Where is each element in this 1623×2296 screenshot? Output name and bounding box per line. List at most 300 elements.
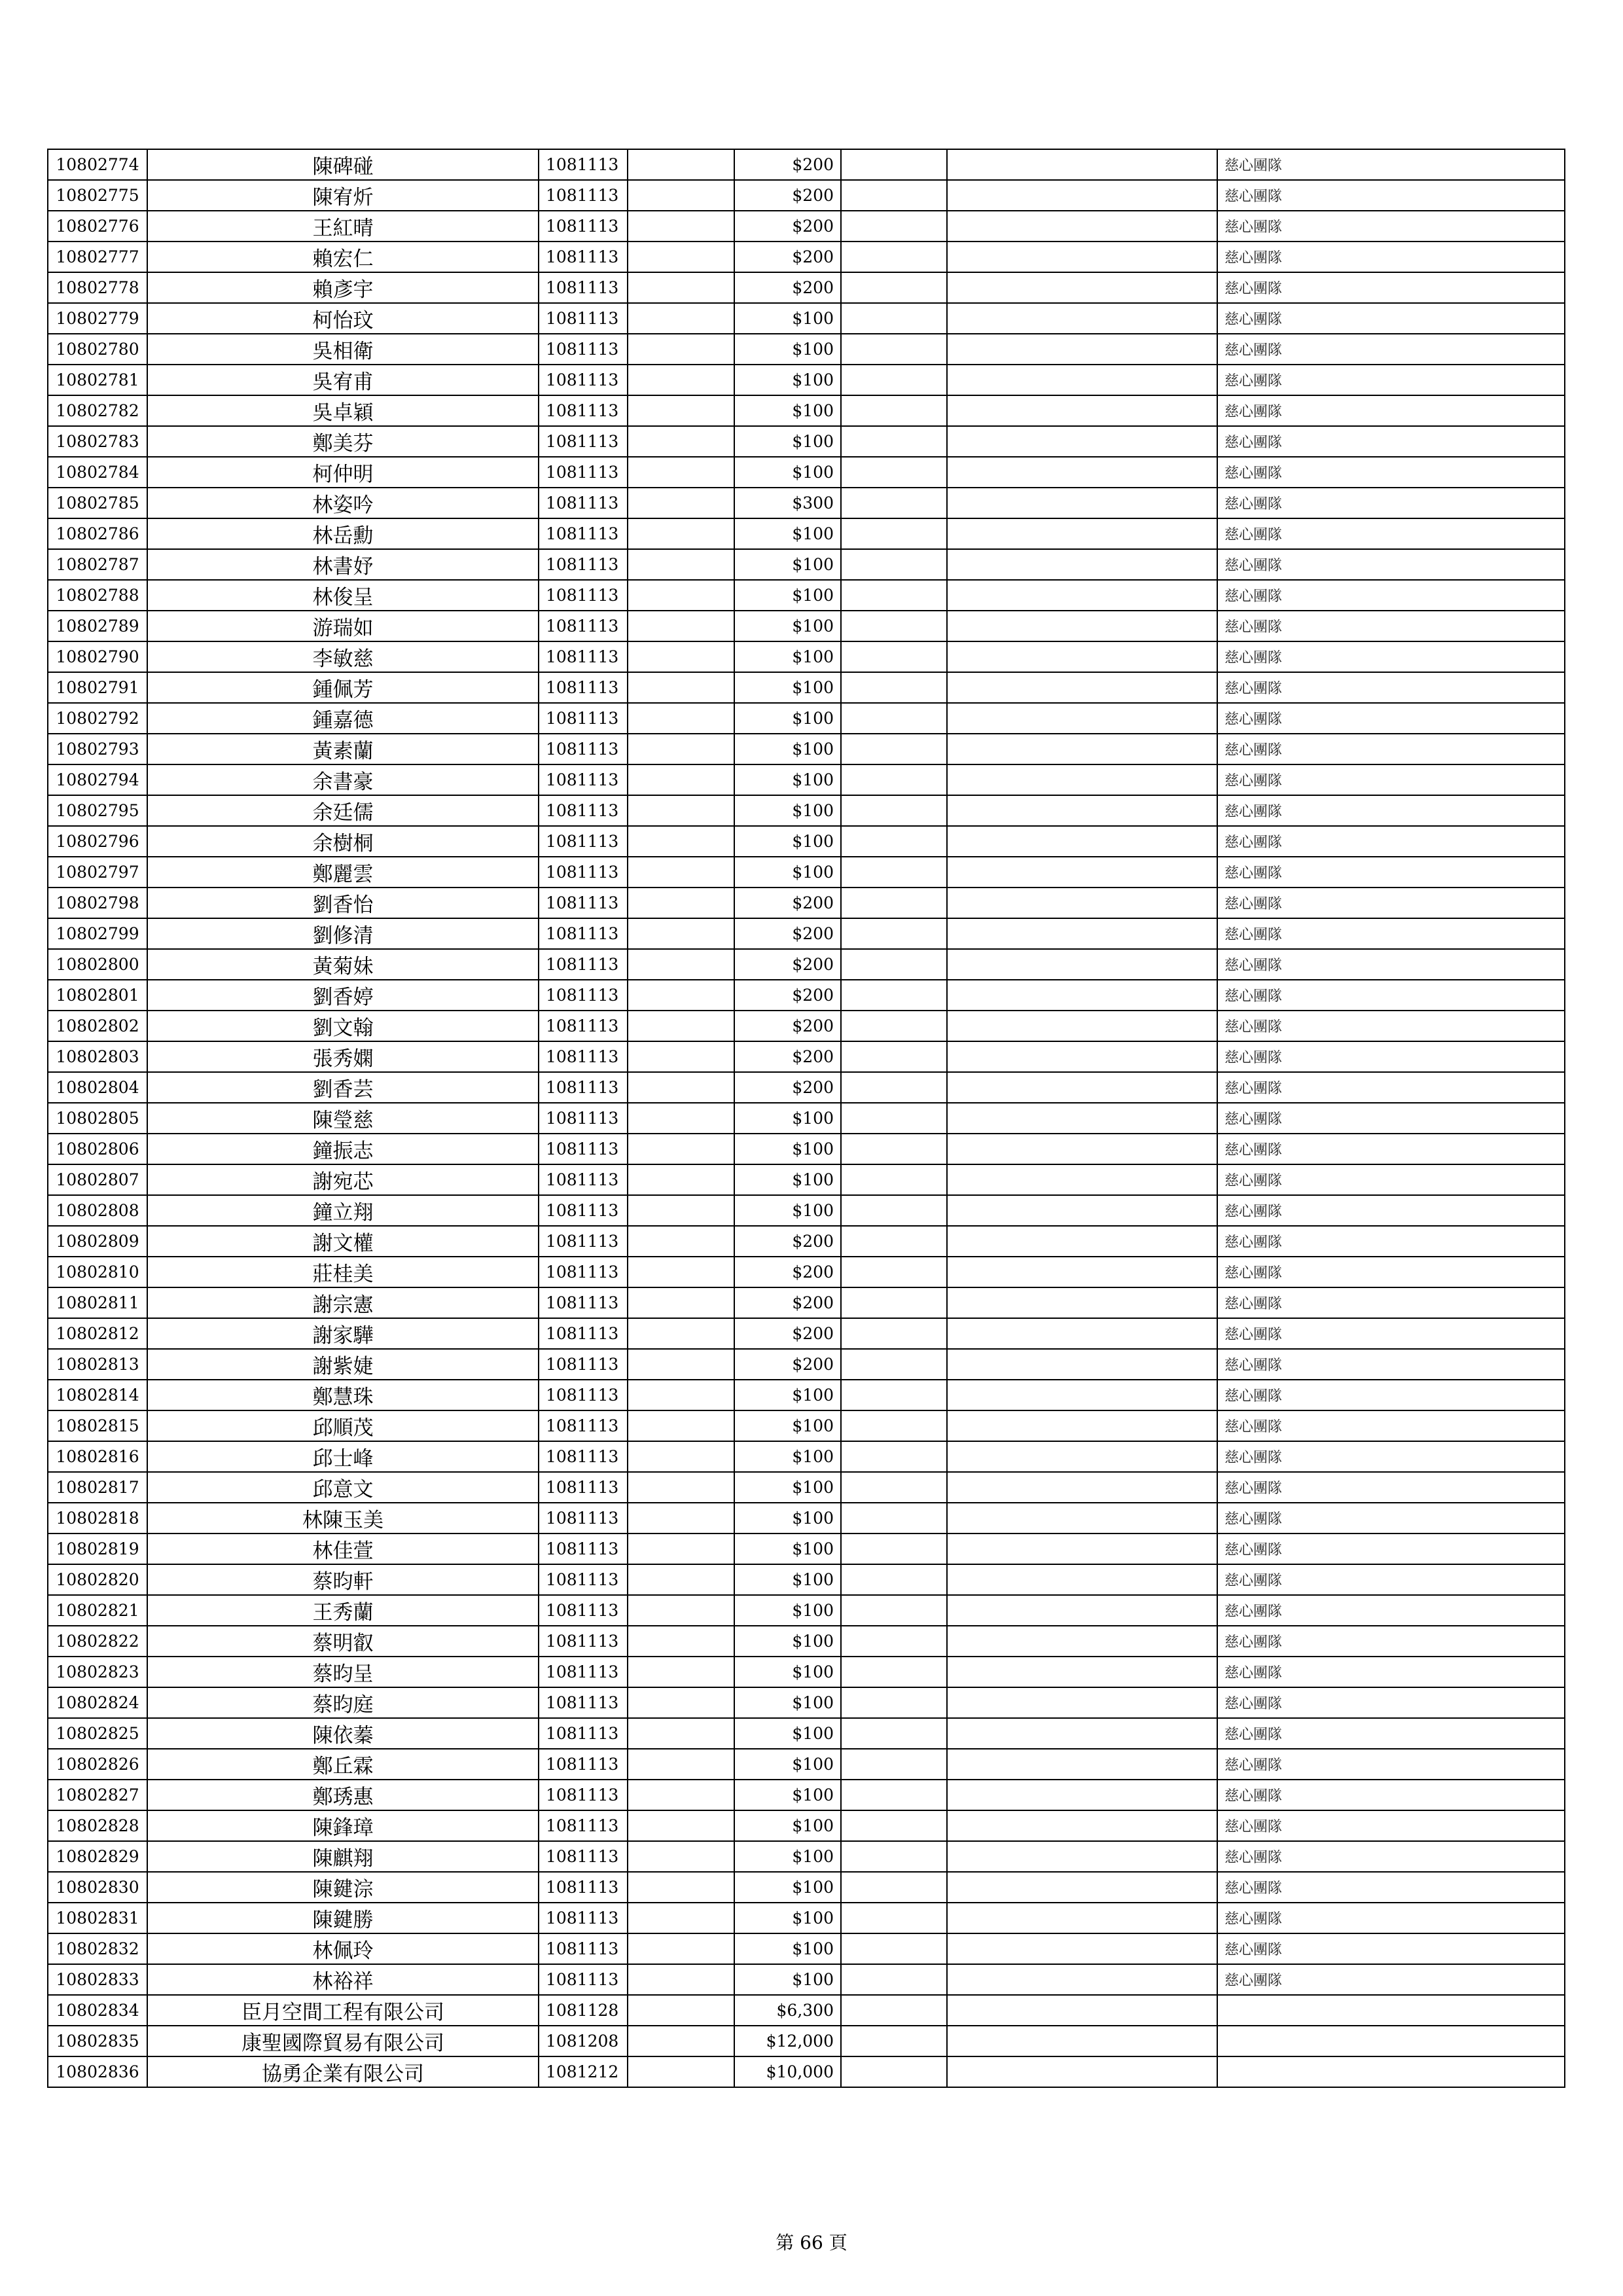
empty-cell [841,1933,947,1964]
table-row [48,1410,1565,1441]
receipt-number-cell: 10802813 [48,1349,147,1380]
empty-cell [841,1503,947,1534]
amount-cell: $100 [734,395,841,426]
date-cell: 1081113 [539,334,628,365]
date-cell: 1081113 [539,395,628,426]
amount-cell: $100 [734,857,841,888]
table-row [48,1995,1565,2026]
donor-name-cell: 王秀蘭 [147,1595,539,1626]
empty-cell [841,795,947,826]
empty-cell [841,1226,947,1257]
empty-cell [841,2026,947,2056]
donor-name-cell: 林陳玉美 [147,1503,539,1534]
donor-name-cell: 鐘立翔 [147,1195,539,1226]
empty-cell [628,1933,734,1964]
empty-cell [628,488,734,518]
note-cell: 慈心團隊 [1217,1318,1565,1349]
date-cell: 1081113 [539,703,628,734]
receipt-number-cell: 10802828 [48,1810,147,1841]
date-cell: 1081113 [539,1195,628,1226]
table-row [48,180,1565,211]
note-cell: 慈心團隊 [1217,611,1565,641]
empty-cell [628,1318,734,1349]
table-row [48,580,1565,611]
table-row [48,1687,1565,1718]
empty-cell [628,211,734,242]
table-row [48,826,1565,857]
receipt-number-cell: 10802795 [48,795,147,826]
empty-cell [947,180,1217,211]
amount-cell: $100 [734,795,841,826]
receipt-number-cell: 10802834 [48,1995,147,2026]
empty-cell [628,180,734,211]
empty-cell [841,1595,947,1626]
note-cell: 慈心團隊 [1217,1226,1565,1257]
empty-cell [628,272,734,303]
receipt-number-cell: 10802831 [48,1903,147,1933]
receipt-number-cell: 10802781 [48,365,147,395]
empty-cell [841,488,947,518]
donor-name-cell: 劉文翰 [147,1011,539,1041]
note-cell: 慈心團隊 [1217,672,1565,703]
date-cell: 1081113 [539,672,628,703]
date-cell: 1081212 [539,2056,628,2087]
empty-cell [947,1380,1217,1410]
empty-cell [841,888,947,918]
empty-cell [947,1595,1217,1626]
donor-name-cell: 王紅晴 [147,211,539,242]
date-cell: 1081113 [539,426,628,457]
note-cell: 慈心團隊 [1217,1595,1565,1626]
receipt-number-cell: 10802794 [48,764,147,795]
note-cell: 慈心團隊 [1217,488,1565,518]
empty-cell [841,334,947,365]
empty-cell [841,457,947,488]
note-cell: 慈心團隊 [1217,1564,1565,1595]
empty-cell [947,1780,1217,1810]
empty-cell [841,672,947,703]
table-row [48,1749,1565,1780]
table-row [48,1257,1565,1287]
note-cell: 慈心團隊 [1217,211,1565,242]
empty-cell [947,703,1217,734]
donor-name-cell: 柯怡玟 [147,303,539,334]
table-row [48,149,1565,180]
date-cell: 1081113 [539,1380,628,1410]
note-cell: 慈心團隊 [1217,734,1565,764]
amount-cell: $100 [734,1534,841,1564]
date-cell: 1081128 [539,1995,628,2026]
table-body [48,149,1565,2087]
table-row [48,1287,1565,1318]
date-cell: 1081113 [539,1872,628,1903]
amount-cell: $200 [734,980,841,1011]
empty-cell [947,764,1217,795]
empty-cell [628,457,734,488]
empty-cell [628,1287,734,1318]
empty-cell [841,180,947,211]
empty-cell [947,457,1217,488]
empty-cell [628,1595,734,1626]
empty-cell [841,272,947,303]
empty-cell [841,1964,947,1995]
receipt-number-cell: 10802799 [48,918,147,949]
empty-cell [947,1410,1217,1441]
empty-cell [841,365,947,395]
receipt-number-cell: 10802777 [48,242,147,272]
date-cell: 1081113 [539,1749,628,1780]
empty-cell [947,857,1217,888]
amount-cell: $100 [734,334,841,365]
empty-cell [947,2056,1217,2087]
table-row [48,1595,1565,1626]
date-cell: 1081113 [539,949,628,980]
donor-name-cell: 林姿吟 [147,488,539,518]
empty-cell [947,1318,1217,1349]
amount-cell: $100 [734,1134,841,1164]
amount-cell: $100 [734,1718,841,1749]
receipt-number-cell: 10802830 [48,1872,147,1903]
empty-cell [628,365,734,395]
amount-cell: $100 [734,1933,841,1964]
empty-cell [947,641,1217,672]
receipt-number-cell: 10802825 [48,1718,147,1749]
empty-cell [841,1626,947,1657]
donor-name-cell: 康聖國際貿易有限公司 [147,2026,539,2056]
table-row [48,1780,1565,1810]
table-row [48,1441,1565,1472]
donor-name-cell: 鄭美芬 [147,426,539,457]
note-cell: 慈心團隊 [1217,1072,1565,1103]
note-cell: 慈心團隊 [1217,703,1565,734]
empty-cell [841,918,947,949]
note-cell [1217,2056,1565,2087]
receipt-number-cell: 10802796 [48,826,147,857]
note-cell: 慈心團隊 [1217,1626,1565,1657]
amount-cell: $100 [734,672,841,703]
receipt-number-cell: 10802824 [48,1687,147,1718]
amount-cell: $200 [734,1287,841,1318]
empty-cell [628,1164,734,1195]
date-cell: 1081113 [539,1472,628,1503]
date-cell: 1081113 [539,1041,628,1072]
note-cell: 慈心團隊 [1217,1380,1565,1410]
empty-cell [947,1841,1217,1872]
donor-name-cell: 謝宛芯 [147,1164,539,1195]
receipt-number-cell: 10802809 [48,1226,147,1257]
receipt-number-cell: 10802833 [48,1964,147,1995]
table-row [48,1903,1565,1933]
date-cell: 1081113 [539,1780,628,1810]
empty-cell [628,1380,734,1410]
donor-name-cell: 游瑞如 [147,611,539,641]
empty-cell [628,334,734,365]
note-cell: 慈心團隊 [1217,580,1565,611]
table-row [48,980,1565,1011]
note-cell: 慈心團隊 [1217,549,1565,580]
empty-cell [628,1503,734,1534]
table-row [48,1933,1565,1964]
receipt-number-cell: 10802775 [48,180,147,211]
table-row [48,764,1565,795]
receipt-number-cell: 10802780 [48,334,147,365]
empty-cell [947,1287,1217,1318]
empty-cell [841,549,947,580]
donor-name-cell: 蔡明叡 [147,1626,539,1657]
empty-cell [841,949,947,980]
amount-cell: $100 [734,1687,841,1718]
date-cell: 1081113 [539,1964,628,1995]
amount-cell: $100 [734,1872,841,1903]
empty-cell [628,149,734,180]
empty-cell [628,672,734,703]
empty-cell [947,1933,1217,1964]
amount-cell: $200 [734,1318,841,1349]
table-row [48,242,1565,272]
empty-cell [947,1041,1217,1072]
receipt-number-cell: 10802821 [48,1595,147,1626]
note-cell: 慈心團隊 [1217,1410,1565,1441]
note-cell: 慈心團隊 [1217,764,1565,795]
table-row [48,857,1565,888]
receipt-number-cell: 10802805 [48,1103,147,1134]
empty-cell [947,2026,1217,2056]
date-cell: 1081113 [539,549,628,580]
table-row [48,303,1565,334]
note-cell: 慈心團隊 [1217,303,1565,334]
note-cell: 慈心團隊 [1217,888,1565,918]
table-row [48,1164,1565,1195]
receipt-number-cell: 10802822 [48,1626,147,1657]
receipt-number-cell: 10802823 [48,1657,147,1687]
receipt-number-cell: 10802806 [48,1134,147,1164]
donor-name-cell: 臣月空間工程有限公司 [147,1995,539,2026]
note-cell: 慈心團隊 [1217,857,1565,888]
amount-cell: $200 [734,888,841,918]
donor-name-cell: 陳瑩慈 [147,1103,539,1134]
date-cell: 1081113 [539,1534,628,1564]
note-cell: 慈心團隊 [1217,980,1565,1011]
receipt-number-cell: 10802791 [48,672,147,703]
table-row [48,1534,1565,1564]
receipt-number-cell: 10802778 [48,272,147,303]
empty-cell [841,1780,947,1810]
amount-cell: $100 [734,549,841,580]
note-cell: 慈心團隊 [1217,426,1565,457]
date-cell: 1081113 [539,918,628,949]
empty-cell [628,303,734,334]
empty-cell [947,426,1217,457]
donor-name-cell: 謝文權 [147,1226,539,1257]
receipt-number-cell: 10802804 [48,1072,147,1103]
receipt-number-cell: 10802776 [48,211,147,242]
donor-name-cell: 蔡昀呈 [147,1657,539,1687]
amount-cell: $10,000 [734,2056,841,2087]
date-cell: 1081113 [539,1933,628,1964]
donor-name-cell: 林俊呈 [147,580,539,611]
empty-cell [947,580,1217,611]
amount-cell: $100 [734,1903,841,1933]
date-cell: 1081113 [539,242,628,272]
note-cell: 慈心團隊 [1217,242,1565,272]
date-cell: 1081113 [539,1164,628,1195]
amount-cell: $12,000 [734,2026,841,2056]
empty-cell [841,1810,947,1841]
empty-cell [628,764,734,795]
date-cell: 1081113 [539,1410,628,1441]
empty-cell [628,2056,734,2087]
note-cell: 慈心團隊 [1217,1103,1565,1134]
empty-cell [628,611,734,641]
empty-cell [841,1072,947,1103]
empty-cell [628,795,734,826]
date-cell: 1081113 [539,1011,628,1041]
note-cell: 慈心團隊 [1217,826,1565,857]
table-row [48,1103,1565,1134]
empty-cell [947,1072,1217,1103]
empty-cell [947,549,1217,580]
note-cell: 慈心團隊 [1217,1687,1565,1718]
date-cell: 1081113 [539,1903,628,1933]
empty-cell [628,1103,734,1134]
empty-cell [947,395,1217,426]
receipt-number-cell: 10802820 [48,1564,147,1595]
empty-cell [841,580,947,611]
amount-cell: $100 [734,641,841,672]
receipt-number-cell: 10802802 [48,1011,147,1041]
empty-cell [628,1472,734,1503]
note-cell: 慈心團隊 [1217,1503,1565,1534]
amount-cell: $100 [734,1841,841,1872]
empty-cell [841,980,947,1011]
empty-cell [947,365,1217,395]
donor-name-cell: 蔡昀軒 [147,1564,539,1595]
amount-cell: $100 [734,1380,841,1410]
empty-cell [841,1995,947,2026]
donor-name-cell: 鍾佩芳 [147,672,539,703]
receipt-number-cell: 10802810 [48,1257,147,1287]
empty-cell [947,826,1217,857]
amount-cell: $100 [734,1595,841,1626]
receipt-number-cell: 10802797 [48,857,147,888]
donor-name-cell: 莊桂美 [147,1257,539,1287]
amount-cell: $100 [734,611,841,641]
empty-cell [628,1226,734,1257]
amount-cell: $100 [734,1749,841,1780]
date-cell: 1081113 [539,888,628,918]
empty-cell [628,1349,734,1380]
empty-cell [841,1041,947,1072]
empty-cell [947,918,1217,949]
empty-cell [628,1441,734,1472]
empty-cell [947,1995,1217,2026]
note-cell [1217,1995,1565,2026]
empty-cell [841,2056,947,2087]
date-cell: 1081113 [539,1134,628,1164]
note-cell: 慈心團隊 [1217,180,1565,211]
amount-cell: $100 [734,734,841,764]
date-cell: 1081113 [539,734,628,764]
empty-cell [841,1011,947,1041]
empty-cell [947,672,1217,703]
receipt-number-cell: 10802787 [48,549,147,580]
note-cell: 慈心團隊 [1217,949,1565,980]
table-row [48,888,1565,918]
receipt-number-cell: 10802782 [48,395,147,426]
empty-cell [628,1134,734,1164]
donor-name-cell: 陳宥炘 [147,180,539,211]
empty-cell [841,1195,947,1226]
donor-name-cell: 邱意文 [147,1472,539,1503]
amount-cell: $100 [734,365,841,395]
donor-name-cell: 余樹桐 [147,826,539,857]
empty-cell [947,795,1217,826]
donor-name-cell: 劉修清 [147,918,539,949]
amount-cell: $200 [734,272,841,303]
donor-name-cell: 劉香芸 [147,1072,539,1103]
donor-name-cell: 陳麒翔 [147,1841,539,1872]
date-cell: 1081113 [539,1318,628,1349]
empty-cell [628,1626,734,1657]
amount-cell: $100 [734,1410,841,1441]
date-cell: 1081113 [539,580,628,611]
donor-name-cell: 協勇企業有限公司 [147,2056,539,2087]
donor-name-cell: 黃菊妹 [147,949,539,980]
empty-cell [947,1903,1217,1933]
amount-cell: $100 [734,1503,841,1534]
donor-name-cell: 陳依蓁 [147,1718,539,1749]
amount-cell: $300 [734,488,841,518]
empty-cell [841,1534,947,1564]
receipt-number-cell: 10802790 [48,641,147,672]
table-row [48,1718,1565,1749]
empty-cell [947,1257,1217,1287]
empty-cell [628,1872,734,1903]
donor-name-cell: 邱士峰 [147,1441,539,1472]
receipt-number-cell: 10802811 [48,1287,147,1318]
donor-name-cell: 鄭琇惠 [147,1780,539,1810]
donor-name-cell: 劉香怡 [147,888,539,918]
empty-cell [628,918,734,949]
empty-cell [947,1626,1217,1657]
date-cell: 1081113 [539,764,628,795]
empty-cell [947,1441,1217,1472]
empty-cell [628,1687,734,1718]
table-row [48,795,1565,826]
empty-cell [947,1226,1217,1257]
receipt-number-cell: 10802832 [48,1933,147,1964]
empty-cell [628,826,734,857]
date-cell: 1081113 [539,272,628,303]
table-row [48,1841,1565,1872]
donor-name-cell: 林書妤 [147,549,539,580]
empty-cell [947,1564,1217,1595]
donor-name-cell: 柯仲明 [147,457,539,488]
date-cell: 1081113 [539,611,628,641]
donor-name-cell: 張秀嫻 [147,1041,539,1072]
table-row [48,918,1565,949]
amount-cell: $100 [734,1657,841,1687]
empty-cell [947,272,1217,303]
date-cell: 1081113 [539,1103,628,1134]
empty-cell [841,1318,947,1349]
amount-cell: $100 [734,1964,841,1995]
amount-cell: $100 [734,1195,841,1226]
receipt-number-cell: 10802801 [48,980,147,1011]
empty-cell [841,518,947,549]
table-row [48,1626,1565,1657]
table-row [48,1072,1565,1103]
